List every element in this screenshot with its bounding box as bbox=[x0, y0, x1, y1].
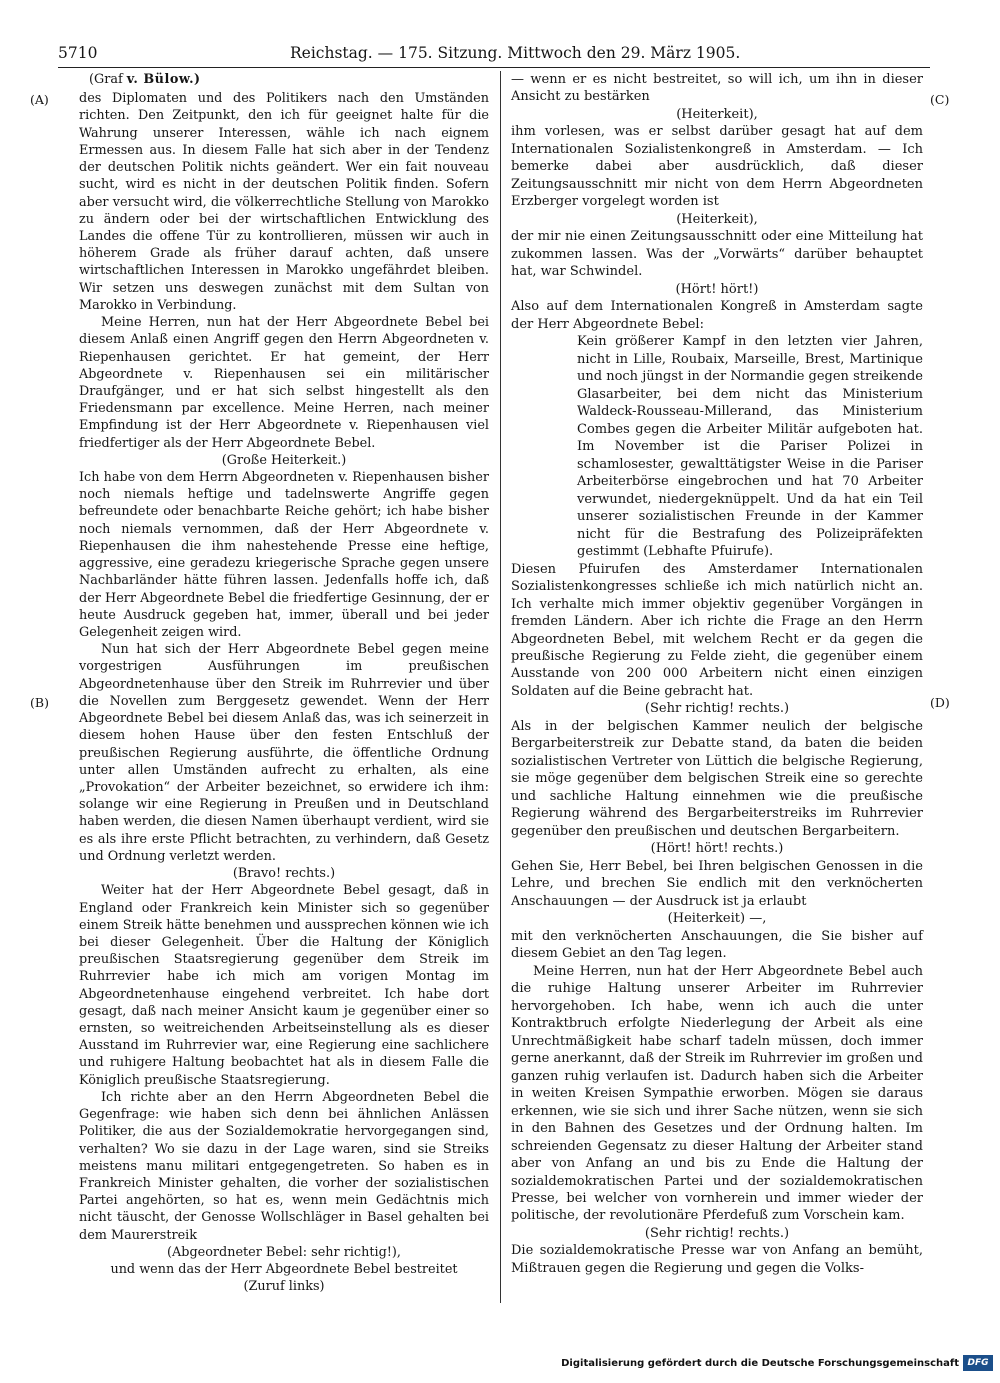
interjection: (Große Heiterkeit.) bbox=[221, 452, 347, 468]
block-quote: Kein größerer Kampf in den letzten vier Jahren, nicht in Lille, Roubaix, Marseille, Brest, Martinique und noch jüngst in der Normandie gegen streikende Glasarbeiter, bei dem nicht das Ministerium Waldeck-Rousseau-Millerand, das Ministerium Combes gegen die Arbeiter Militär aufgeboten hat. Im November ist die Pariser Polizei in schamlosester, gewalttätigster Weise in die Pariser Arbeiterbörse eingebrochen und hat 70 Arbeiter verwundet, niedergeknüppelt. Und da hat ein Teil unserer sozialistischen Freunde in der Kammer nicht für die Bestrafung des Polizeipräfekten gestimmt (Lebhafte Pfuirufe). bbox=[577, 334, 923, 560]
margin-marker-a: (A) bbox=[30, 92, 49, 107]
interjection: (Heiterkeit), bbox=[676, 211, 758, 227]
interjection: (Hört! hört!) bbox=[675, 281, 759, 297]
dfg-logo: DFG bbox=[963, 1355, 993, 1371]
interjection: (Bravo! rechts.) bbox=[232, 866, 336, 882]
interjection: (Sehr richtig! rechts.) bbox=[644, 1225, 790, 1241]
footer bbox=[561, 1355, 995, 1373]
paragraph: Meine Herren, nun hat der Herr Abgeordnete Bebel auch die ruhige Haltung unserer Arbeiter im Ruhrrevier hervorgehoben. Ich habe, wenn ich auch die unter Kontraktbruch erfolgte Niederlegung der Arbeit als eine Unrechtmäßigkeit habe scharf tadeln müssen, doch immer gerne anerkannt, daß der Streik im Ruhrrevier im großen und ganzen ruhig verlaufen ist. Dadurch haben sich die Arbeiter in weiten Kreisen Sympathie erworben. Mögen sie daraus erkennen, wie sie sich und ihrer Sache nützen, wenn sie sich in den Bahnen des Gesetzes und der Ordnung halten. Im schreienden Gegensatz zu dieser Haltung der Arbeiter stand aber von Anfang an und bis zu Ende die Haltung der sozialdemokratischen Partei und der sozialdemokratischen Presse, bei welcher von vornherein und immer wieder der politische, der revolutionäre Pferdefuß zum Vorschein kam. bbox=[511, 963, 923, 1224]
margin-marker-b: (B) bbox=[30, 695, 49, 710]
interjection: (Sehr richtig! rechts.) bbox=[644, 701, 790, 717]
footer-credit: Digitalisierung gefördert durch die Deutsche Forschungsgemeinschaft bbox=[561, 1358, 959, 1369]
speaker-name: v. Bülow.) bbox=[126, 72, 201, 87]
page-header bbox=[58, 44, 930, 68]
margin-marker-c: (C) bbox=[930, 92, 950, 107]
paragraph: Gehen Sie, Herr Bebel, bei Ihren belgischen Genossen in die Lehre, und brechen Sie endlich mit den verknöcherten Anschauungen — der Ausdruck ist ja erlaubt bbox=[511, 858, 923, 909]
paragraph: — wenn er es nicht bestreitet, so will ich, um ihn in dieser Ansicht zu bestärken bbox=[511, 72, 923, 105]
paragraph: des Diplomaten und des Politikers nach den Umständen richten. Den Zeitpunkt, den ich für geeignet halte für die Wahrung unserer Interessen, wähle ich nach eignem Ermessen aus. In diesem Falle hat sich aber in der Tendenz der deutschen Politik nichts geändert. Wer ein fait nouveau sucht, wird es nicht in der deutschen Politik finden. Sofern aber versucht wird, die völkerrechtliche Stellung von Marokko zu ändern oder bei der wirtschaftlichen Entwicklung des Landes die offene Tür zu kontrollieren, müssen wir auch in höherem Grade als früher darauf achten, daß unsere wirtschaftlichen Interessen in Marokko ungefährdet bleiben. Wir setzen uns deswegen zunächst mit dem Sultan von Marokko in Verbindung. bbox=[79, 91, 489, 313]
margin-marker-d: (D) bbox=[930, 695, 950, 710]
header-rule bbox=[58, 67, 930, 68]
interjection: (Heiterkeit), bbox=[676, 106, 758, 122]
paragraph: Ich richte aber an den Herrn Abgeordneten Bebel die Gegenfrage: wie haben sich denn bei ähnlichen Anlässen Politiker, die aus der Sozialdemokratie hervorgegangen sind, verhalten? Wo sie dazu in der Lage waren, sind sie Streiks meistens manu militari entgegengetreten. So haben es in Frankreich Minister gehalten, die vorher der sozialistischen Partei angehörten, so hat es, wenn mein Gedächtnis mich nicht täuscht, der Genosse Wollschläger in Basel gehalten bei dem Maurerstreik bbox=[79, 1089, 489, 1243]
paragraph: ihm vorlesen, was er selbst darüber gesagt hat auf dem Internationalen Sozialistenkongreß in Amsterdam. — Ich bemerke dabei aber ausdrücklich, daß dieser Zeitungsausschnitt mir nicht von dem Herrn Abgeordneten Erzberger vorgelegt worden ist bbox=[511, 124, 923, 210]
paragraph: Ich habe von dem Herrn Abgeordneten v. Riepenhausen bisher noch niemals heftige und tadelnswerte Angriffe gegen befreundete oder benachbarte Reiche gehört; ich habe bisher noch niemals vernommen, daß der Herr Abgeordnete v. Riepenhausen die ihm nahestehende Presse eine heftige, aggressive, eine geradezu kriegerische Sprache gegen unsere Nachbarländer hätte führen lassen. Jedenfalls hoffe ich, daß der Herr Abgeordnete Bebel die friedfertige Gesinnung, der er heute Ausdruck gegeben hat, immer, überall und bei jeder Gelegenheit zeigen wird. bbox=[79, 470, 489, 640]
page-running-title: Reichstag. — 175. Sitzung. Mittwoch den 29. März 1905. bbox=[290, 44, 741, 62]
paragraph: Meine Herren, nun hat der Herr Abgeordnete Bebel bei diesem Anlaß einen Angriff gegen den Herrn Abgeordneten v. Riepenhausen gerichtet. Er hat gemeint, der Herr Abgeordnete v. Riepenhausen sei ein militärischer Draufgänger, und er hat sich selbst hingestellt als den Friedensmann par excellence. Meine Herren, nach meiner Empfindung ist der Herr Abgeordnete v. Riepenhausen viel friedfertiger als der Herr Abgeordnete Bebel. bbox=[79, 315, 489, 451]
page-number: 5710 bbox=[58, 44, 98, 62]
column-divider bbox=[500, 71, 501, 1303]
right-column bbox=[511, 71, 923, 1277]
paragraph: mit den verknöcherten Anschauungen, die Sie bisher auf diesem Gebiet an den Tag legen. bbox=[511, 928, 923, 962]
paragraph: Weiter hat der Herr Abgeordnete Bebel gesagt, daß in England oder Frankreich kein Minister sich so gegenüber einem Streik hätte benehmen und aussprechen können wie ich bei dieser Gelegenheit. Über die Haltung der Königlich preußischen Staatsregierung gegenüber dem Streik im Ruhrrevier habe ich mich am vorigen Montag im Abgeordnetenhause eingehend verbreitet. Ich habe dort gesagt, daß nach meiner Ansicht kaum je gegenüber einer so ernsten, so weitreichenden Arbeitseinstellung als es dieser Ausstand im Ruhrrevier war, eine Regierung eine sachlichere und ruhigere Haltung beobachtet hat als in diesem Falle die Königlich preußische Staatsregierung. bbox=[79, 883, 489, 1088]
interjection: (Heiterkeit) —, bbox=[667, 911, 767, 927]
interjection: und wenn das der Herr Abgeordnete Bebel bestreitet bbox=[110, 1262, 458, 1278]
paragraph: Diesen Pfuirufen des Amsterdamer Internationalen Sozialistenkongresses schließe ich mich natürlich nicht an. Ich verhalte mich immer objektiv gegenüber Vorgängen in fremden Ländern. Aber ich richte die Frage an den Herrn Abgeordneten Bebel, mit welchem Recht er da gegen die preußische Regierung zu Felde zieht, die gegenüber einem Ausstande von 200 000 Arbeitern nicht einen einzigen Soldaten auf die Beine gebracht hat. bbox=[511, 561, 923, 699]
paragraph: der mir nie einen Zeitungsausschnitt oder eine Mitteilung hat zukommen lassen. Was der „Vorwärts“ darüber behauptet hat, war Schwindel. bbox=[511, 229, 923, 280]
interjection: (Abgeordneter Bebel: sehr richtig!), bbox=[167, 1244, 401, 1260]
left-column bbox=[79, 71, 489, 1296]
speaker-prefix: (Graf bbox=[89, 72, 123, 87]
interjection: (Hört! hört! rechts.) bbox=[650, 841, 784, 857]
paragraph: Die sozialdemokratische Presse war von Anfang an bemüht, Mißtrauen gegen die Regierung und gegen die Volks- bbox=[511, 1243, 923, 1276]
speaker-heading bbox=[89, 71, 489, 88]
paragraph: Nun hat sich der Herr Abgeordnete Bebel gegen meine vorgestrigen Ausführungen im preußischen Abgeordnetenhause über den Streik im Ruhrrevier und über die Novellen zum Berggesetz gewendet. Wenn der Herr Abgeordnete Bebel bei diesem Anlaß das, was ich seinerzeit in diesem hohen Hause über den festen Entschluß der preußischen Regierung ausführte, die öffentliche Ordnung unter allen Umständen aufrecht zu erhalten, als eine „Provokation“ der Arbeiter bezeichnet, so erwidere ich ihm: solange wir eine Regierung in Preußen und in Deutschland haben werden, die diesen Namen überhaupt verdient, wird sie es als ihre erste Pflicht betrachten, zu verhindern, daß Gesetz und Ordnung verletzt werden. bbox=[79, 642, 489, 864]
interjection: (Zuruf links) bbox=[243, 1279, 325, 1295]
paragraph: Als in der belgischen Kammer neulich der belgische Bergarbeiterstreik zur Debatte stand, da baten die beiden sozialistischen Vertreter von Lüttich die belgische Regierung, sie möge gegenüber dem belgischen Streik eine so gerechte und sachliche Haltung einnehmen wie die preußische Regierung während des Bergarbeiterstreiks im Ruhrrevier gegenüber den preußischen und deutschen Bergarbeitern. bbox=[511, 718, 923, 839]
paragraph: Also auf dem Internationalen Kongreß in Amsterdam sagte der Herr Abgeordnete Bebel: bbox=[511, 299, 923, 332]
